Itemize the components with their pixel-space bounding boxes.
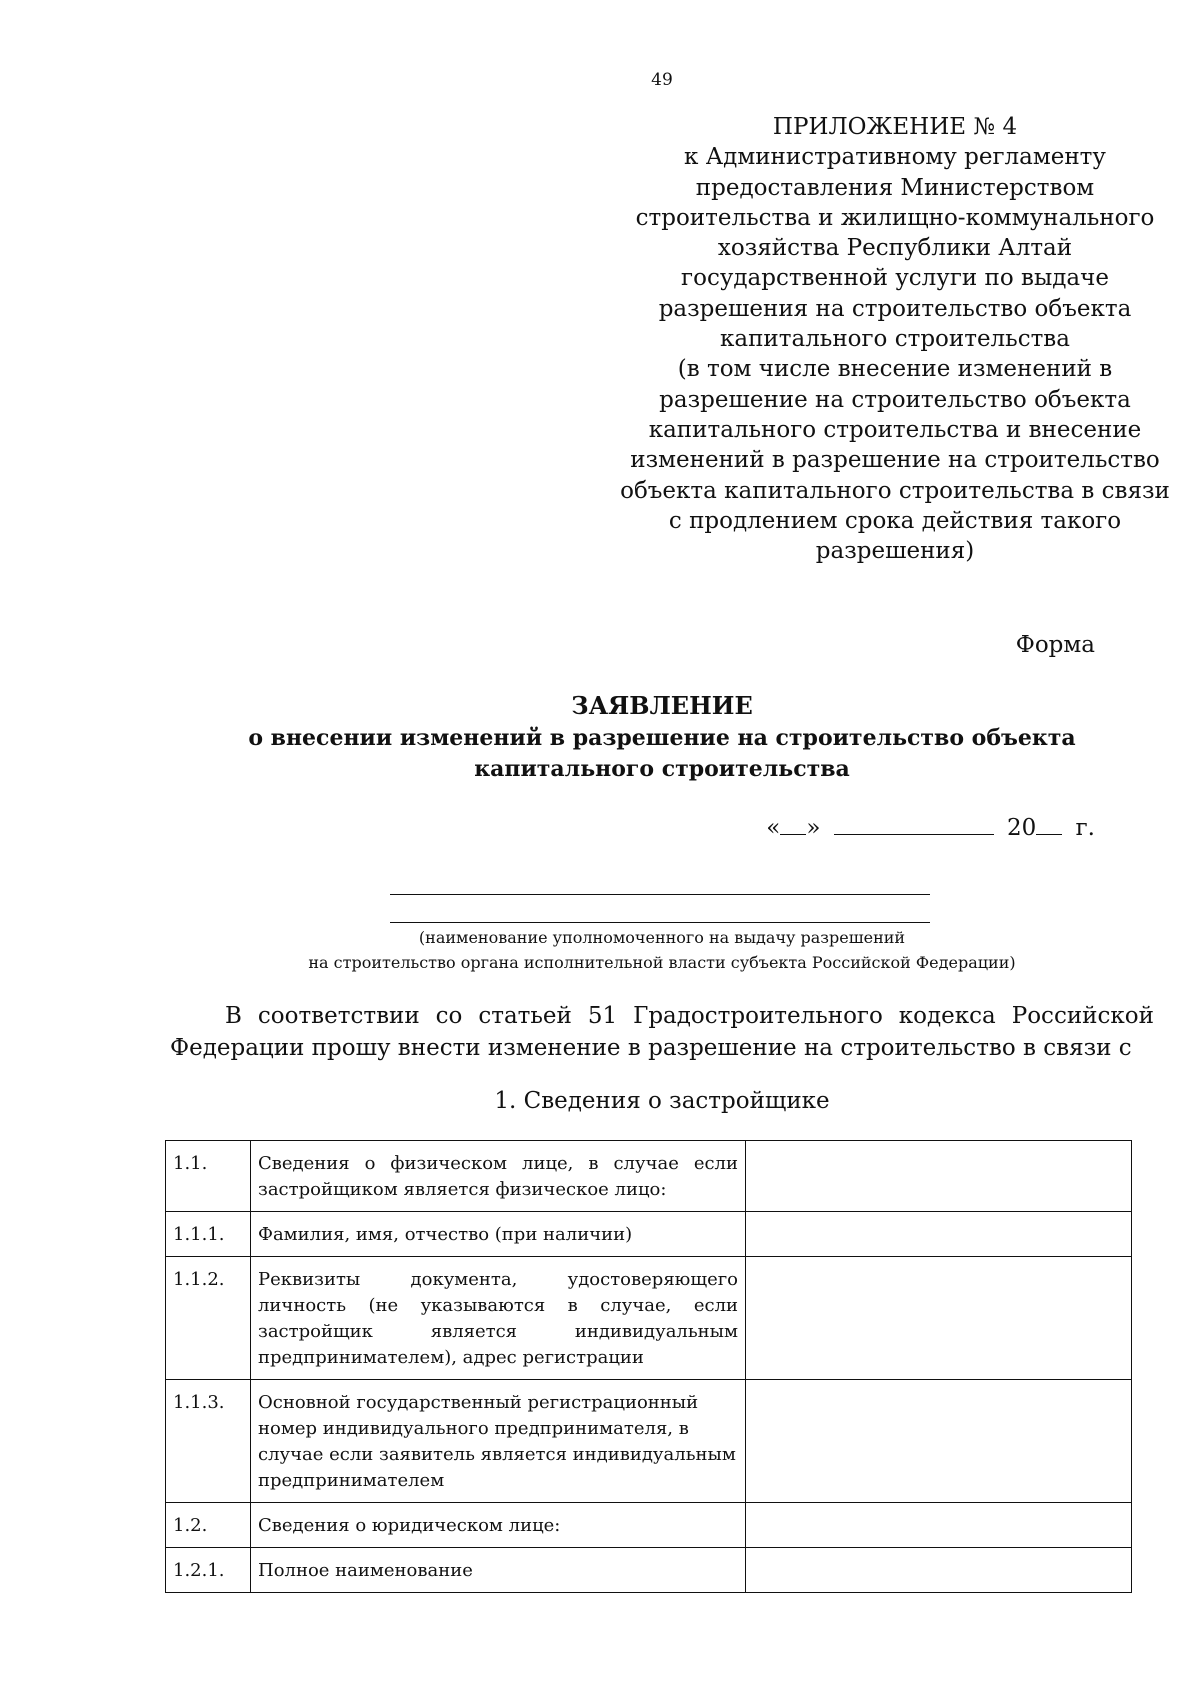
appendix-line: разрешение на строительство объекта xyxy=(659,386,1131,413)
appendix-line: капитального строительства xyxy=(720,326,1070,353)
row-description: Сведения о физическом лице, в случае если застройщиком является физическое лицо: xyxy=(251,1141,746,1212)
authority-caption-line: на строительство органа исполнительной власти субъекта Российской Федерации) xyxy=(308,953,1016,972)
row-value-cell[interactable] xyxy=(746,1212,1132,1257)
appendix-line: разрешения) xyxy=(815,538,975,565)
authority-name-line-1[interactable] xyxy=(390,894,930,895)
row-description: Сведения о юридическом лице: xyxy=(251,1503,746,1548)
appendix-header xyxy=(600,112,1190,566)
appendix-line: ПРИЛОЖЕНИЕ № 4 xyxy=(772,114,1018,140)
appendix-line: хозяйства Республики Алтай xyxy=(717,235,1073,262)
document-subtitle: о внесении изменений в разрешение на строительство объекта капитального строительства xyxy=(248,725,1076,782)
row-value-cell[interactable] xyxy=(746,1257,1132,1380)
table-row xyxy=(166,1141,1132,1212)
date-line xyxy=(766,812,1095,841)
row-number: 1.2. xyxy=(166,1503,251,1548)
date-close-quote: » xyxy=(806,815,821,841)
month-blank[interactable] xyxy=(834,812,994,835)
authority-caption xyxy=(170,925,1154,975)
intro-word: со xyxy=(435,1003,463,1029)
table-row xyxy=(166,1212,1132,1257)
table-row xyxy=(166,1257,1132,1380)
appendix-line: к Административному регламенту xyxy=(684,144,1106,171)
intro-word: статьей xyxy=(478,1003,572,1029)
row-number: 1.1.3. xyxy=(166,1380,251,1503)
form-label: Форма xyxy=(1015,632,1095,658)
intro-word: 51 xyxy=(587,1003,618,1029)
intro-line-2: Федерации прошу внести изменение в разрешение на строительство в связи с xyxy=(170,1035,1132,1061)
document-title: ЗАЯВЛЕНИЕ xyxy=(571,691,753,720)
row-value-cell[interactable] xyxy=(746,1380,1132,1503)
intro-word: Градостроительного xyxy=(633,1003,883,1029)
row-description: Основной государственный регистрационный номер индивидуального предпринимателя, в случае если заявитель является индивидуальным предпринимателем xyxy=(251,1380,746,1503)
appendix-line: предоставления Министерством xyxy=(695,174,1095,201)
intro-word: кодекса xyxy=(898,1003,996,1029)
intro-line-1 xyxy=(170,1000,1154,1032)
row-value-cell[interactable] xyxy=(746,1141,1132,1212)
appendix-line: государственной услуги по выдаче xyxy=(681,265,1109,292)
page-number: 49 xyxy=(651,70,673,90)
appendix-line: строительства и жилищно-коммунального xyxy=(635,204,1155,231)
row-description: Полное наименование xyxy=(251,1548,746,1593)
intro-paragraph xyxy=(170,1000,1154,1064)
appendix-line: разрешения на строительство объекта xyxy=(658,295,1132,322)
row-number: 1.2.1. xyxy=(166,1548,251,1593)
developer-info-table xyxy=(165,1140,1132,1593)
row-number: 1.1.1. xyxy=(166,1212,251,1257)
intro-word: Российской xyxy=(1011,1003,1154,1029)
appendix-line: с продлением срока действия такого xyxy=(668,507,1122,534)
intro-word: соответствии xyxy=(257,1003,420,1029)
intro-word: В xyxy=(225,1003,242,1029)
table-row xyxy=(166,1380,1132,1503)
row-value-cell[interactable] xyxy=(746,1548,1132,1593)
appendix-line: капитального строительства и внесение xyxy=(648,416,1142,443)
row-number: 1.1. xyxy=(166,1141,251,1212)
table-row xyxy=(166,1548,1132,1593)
row-number: 1.1.2. xyxy=(166,1257,251,1380)
authority-name-line-2[interactable] xyxy=(390,922,930,923)
section-title: 1. Сведения о застройщике xyxy=(494,1088,830,1114)
year-prefix: 20 xyxy=(1007,815,1037,841)
appendix-line: изменений в разрешение на строительство xyxy=(630,447,1160,474)
year-blank[interactable] xyxy=(1036,812,1062,835)
date-open-quote: « xyxy=(766,815,781,841)
day-blank[interactable] xyxy=(780,812,806,835)
authority-caption-line: (наименование уполномоченного на выдачу разрешений xyxy=(418,928,906,947)
row-description: Реквизиты документа, удостоверяющего личность (не указываются в случае, если застройщик является индивидуальным предпринимателем), адрес регистрации xyxy=(251,1257,746,1380)
table-row xyxy=(166,1503,1132,1548)
year-suffix: г. xyxy=(1075,815,1095,841)
appendix-line: (в том числе внесение изменений в xyxy=(677,356,1113,383)
row-value-cell[interactable] xyxy=(746,1503,1132,1548)
appendix-line: объекта капитального строительства в связи xyxy=(620,477,1170,504)
row-description: Фамилия, имя, отчество (при наличии) xyxy=(251,1212,746,1257)
